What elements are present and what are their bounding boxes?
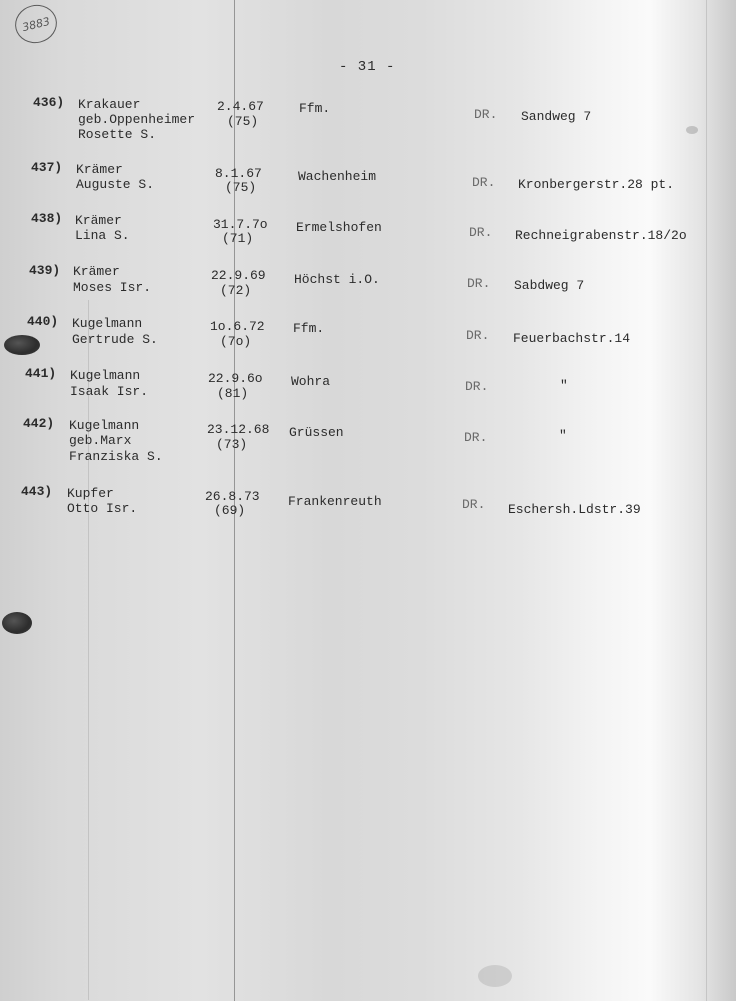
address: Eschersh.Ldstr.39 xyxy=(508,502,641,517)
marker: DR. xyxy=(467,276,491,291)
surname: Kupfer xyxy=(67,486,114,501)
archive-stamp: 3883 xyxy=(11,0,61,47)
birth-date: 23.12.68 xyxy=(207,422,270,437)
given-name: Lina S. xyxy=(75,228,130,243)
marker: DR. xyxy=(469,225,493,240)
marker: DR. xyxy=(462,497,486,512)
maiden-name: geb.Oppenheimer xyxy=(78,112,196,127)
age: (75) xyxy=(227,114,259,129)
marker: DR. xyxy=(472,175,496,190)
given-name: Rosette S. xyxy=(78,127,157,142)
entry-number: 436) xyxy=(33,95,65,110)
birthplace: Frankenreuth xyxy=(288,494,382,509)
surname: Krämer xyxy=(73,264,120,279)
surname: Krämer xyxy=(76,162,123,177)
marker: DR. xyxy=(466,328,490,343)
birth-date: 31.7.7o xyxy=(213,217,268,232)
address: Rechneigrabenstr.18/2o xyxy=(515,228,687,243)
ditto-mark: " xyxy=(559,428,567,443)
surname: Kugelmann xyxy=(69,418,140,433)
given-name: Franziska S. xyxy=(69,449,163,464)
age: (7o) xyxy=(220,334,252,349)
birthplace: Wachenheim xyxy=(298,169,377,184)
birth-date: 2.4.67 xyxy=(217,99,264,114)
ink-mark xyxy=(478,965,512,987)
entry-number: 438) xyxy=(31,211,63,226)
maiden-name: geb.Marx xyxy=(69,433,132,448)
birth-date: 8.1.67 xyxy=(215,166,262,181)
address: Sandweg 7 xyxy=(521,109,592,124)
marker: DR. xyxy=(474,107,498,122)
ditto-mark: " xyxy=(560,378,568,393)
birth-date: 1o.6.72 xyxy=(210,319,265,334)
age: (71) xyxy=(222,231,254,246)
age: (69) xyxy=(214,503,246,518)
entry-number: 437) xyxy=(31,160,63,175)
entry-number: 440) xyxy=(27,314,59,329)
birthplace: Ffm. xyxy=(299,101,331,116)
entry-number: 442) xyxy=(23,416,55,431)
given-name: Auguste S. xyxy=(76,177,155,192)
list-item xyxy=(0,484,736,634)
page-number: - 31 - xyxy=(339,59,396,75)
birthplace: Höchst i.O. xyxy=(294,272,380,287)
age: (72) xyxy=(220,283,252,298)
birth-date: 22.9.69 xyxy=(211,268,266,283)
given-name: Moses Isr. xyxy=(73,280,152,295)
age: (75) xyxy=(225,180,257,195)
entry-number: 443) xyxy=(21,484,53,499)
surname: Kugelmann xyxy=(70,368,141,383)
birth-date: 22.9.6o xyxy=(208,371,263,386)
entry-number: 441) xyxy=(25,366,57,381)
age: (73) xyxy=(216,437,248,452)
given-name: Isaak Isr. xyxy=(70,384,149,399)
surname: Krakauer xyxy=(78,97,141,112)
birthplace: Ffm. xyxy=(293,321,325,336)
address: Sabdweg 7 xyxy=(514,278,585,293)
marker: DR. xyxy=(464,430,488,445)
given-name: Gertrude S. xyxy=(72,332,158,347)
address: Kronbergerstr.28 pt. xyxy=(518,177,675,192)
marker: DR. xyxy=(465,379,489,394)
birthplace: Grüssen xyxy=(289,425,344,440)
birth-date: 26.8.73 xyxy=(205,489,260,504)
birthplace: Ermelshofen xyxy=(296,220,382,235)
given-name: Otto Isr. xyxy=(67,501,138,516)
birthplace: Wohra xyxy=(291,374,331,389)
surname: Krämer xyxy=(75,213,122,228)
age: (81) xyxy=(217,386,249,401)
address: Feuerbachstr.14 xyxy=(513,331,631,346)
entry-number: 439) xyxy=(29,263,61,278)
surname: Kugelmann xyxy=(72,316,143,331)
